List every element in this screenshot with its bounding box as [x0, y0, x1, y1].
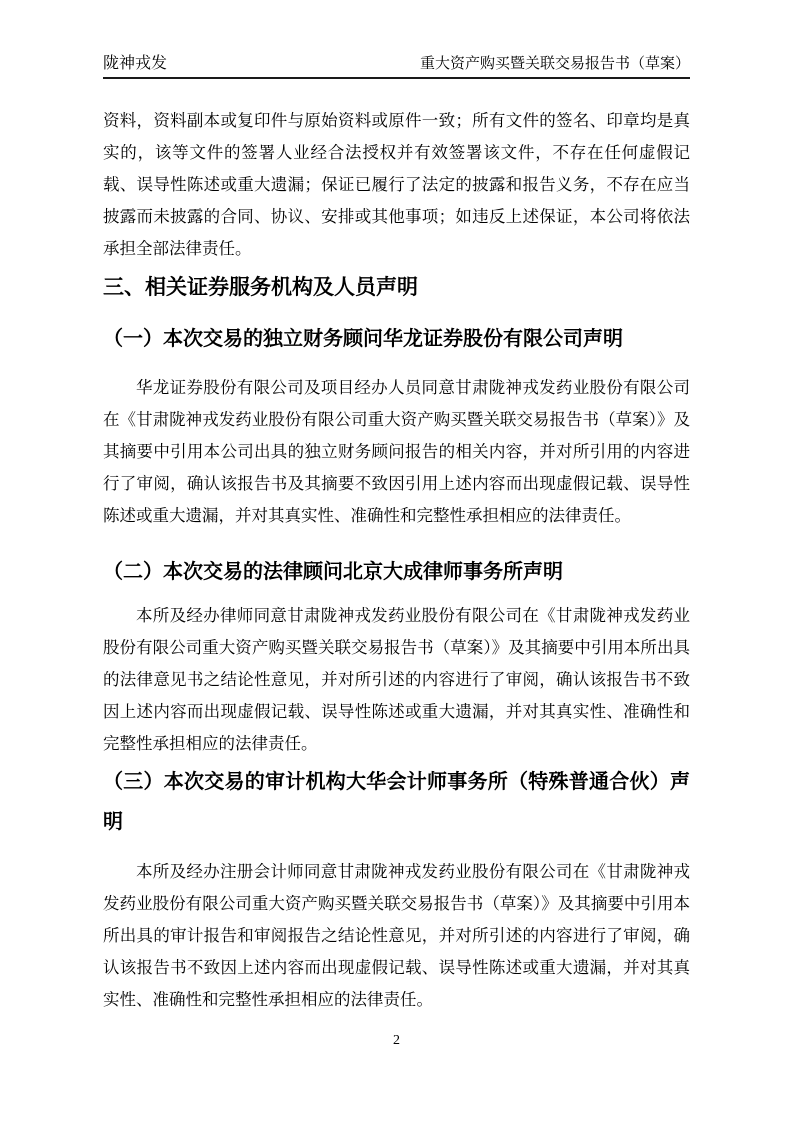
- header-document-title: 重大资产购买暨关联交易报告书（草案）: [419, 56, 690, 72]
- subsection-3-heading: （三）本次交易的审计机构大华会计师事务所（特殊普通合伙）声明: [103, 771, 690, 833]
- subsection-2-paragraph: 本所及经办律师同意甘肃陇神戎发药业股份有限公司在《甘肃陇神戎发药业股份有限公司重大资产购买暨关联交易报告书（草案）》及其摘要中引用本所出具的法律意见书之结论性意见，并对所引述的内容进行了审阅，确认该报告书不致因上述内容而出现虚假记载、误导性陈述或重大遗漏，并对其真实性、准确性和完整性承担相应的法律责任。: [103, 606, 690, 753]
- page-number: 2: [393, 1033, 400, 1048]
- intro-paragraph: 资料，资料副本或复印件与原始资料或原件一致；所有文件的签名、印章均是真实的，该等文件的签署人业经合法授权并有效签署该文件，不存在任何虚假记载、误导性陈述或重大遗漏；保证已履行了法定的披露和报告义务，不存在应当披露而未披露的合同、协议、安排或其他事项；如违反上述保证，本公司将依法承担全部法律责任。: [103, 111, 690, 258]
- subsection-1-paragraph: 华龙证券股份有限公司及项目经办人员同意甘肃陇神戎发药业股份有限公司在《甘肃陇神戎发药业股份有限公司重大资产购买暨关联交易报告书（草案）》及其摘要中引用本公司出具的独立财务顾问报告的相关内容，并对所引用的内容进行了审阅，确认该报告书及其摘要不致因引用上述内容而出现虚假记载、误导性陈述或重大遗漏，并对其真实性、准确性和完整性承担相应的法律责任。: [103, 378, 690, 525]
- header-company-name: 陇神戎发: [103, 55, 168, 72]
- subsection-2-heading: （二）本次交易的法律顾问北京大成律师事务所声明: [103, 561, 563, 583]
- page-footer: [0, 1033, 793, 1049]
- section-heading: 三、相关证券服务机构及人员声明: [103, 276, 418, 299]
- document-body: [103, 105, 690, 1016]
- subsection-1-heading: （一）本次交易的独立财务顾问华龙证券股份有限公司声明: [103, 328, 623, 350]
- subsection-3-paragraph: 本所及经办注册会计师同意甘肃陇神戎发药业股份有限公司在《甘肃陇神戎发药业股份有限公司重大资产购买暨关联交易报告书（草案）》及其摘要中引用本所出具的审计报告和审阅报告之结论性意见，并对所引述的内容进行了审阅，确认该报告书不致因上述内容而出现虚假记载、误导性陈述或重大遗漏，并对其真实性、准确性和完整性承担相应的法律责任。: [103, 862, 690, 1009]
- page-header: [103, 0, 690, 79]
